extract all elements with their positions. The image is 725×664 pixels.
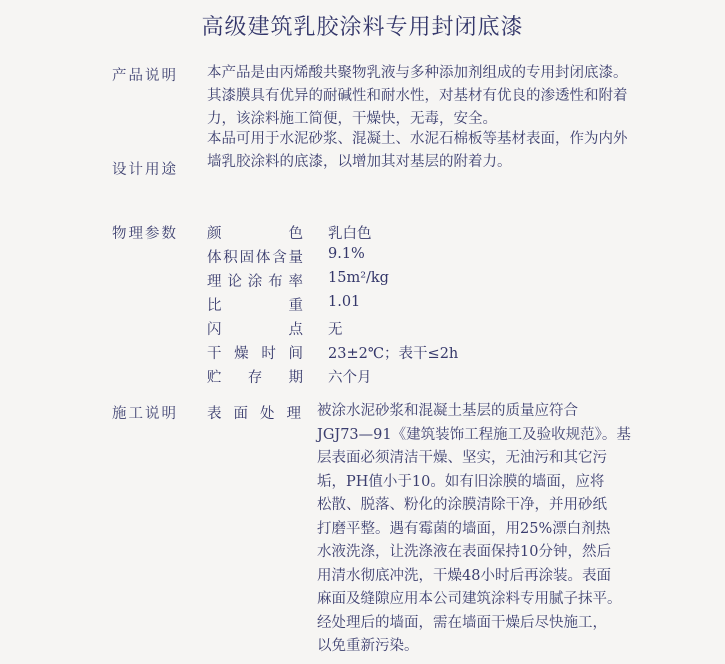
param-name-char: 积 <box>223 250 238 266</box>
param-name-specific-gravity <box>207 294 303 315</box>
application-line: 被涂水泥砂浆和混凝土基层的质量应符合 <box>317 403 578 419</box>
param-name-char: 存 <box>247 370 263 386</box>
application-label: 施工说明 <box>112 406 178 422</box>
param-name-char: 比 <box>207 298 222 314</box>
application-line: 麻面及缝隙应用本公司建筑涂料专用腻子抹平。 <box>317 591 622 607</box>
param-name-char: 布 <box>268 274 283 290</box>
design-use-label: 设计用途 <box>112 162 178 178</box>
design-use-line: 本品可用于水泥砂浆、混凝土、水泥石棉板等基材表面，作为内外 <box>207 131 628 147</box>
application-line: 经处理后的墙面，需在墙面干燥后尽快施工， <box>317 614 607 631</box>
param-name-color <box>207 222 303 243</box>
param-name-flash-point <box>207 318 303 339</box>
param-name-char: 量 <box>288 250 303 266</box>
param-name-char: 色 <box>288 226 303 242</box>
application-text <box>317 400 631 659</box>
param-value-color: 乳白色 <box>328 226 372 242</box>
param-name-char: 燥 <box>234 346 249 362</box>
param-value-flash-point: 无 <box>328 322 343 338</box>
application-line: 打磨平整。遇有霉菌的墙面，用25%漂白剂热 <box>317 520 611 537</box>
application-line: 松散、脱落、粉化的涂膜清除干净，并用砂纸 <box>317 497 607 513</box>
param-name-char: 期 <box>288 370 303 386</box>
surface-treatment-char: 处 <box>260 406 275 422</box>
document-title: 高级建筑乳胶涂料专用封闭底漆 <box>201 15 524 40</box>
physical-params-label: 物理参数 <box>112 226 178 242</box>
application-line: 垢，PH值小于10。如有旧涂膜的墙面，应将 <box>317 473 605 490</box>
param-name-char: 论 <box>227 274 242 290</box>
surface-treatment-char: 表 <box>207 406 222 422</box>
surface-treatment-label <box>207 402 301 423</box>
application-line: 用清水彻底冲洗，干燥48小时后再涂装。表面 <box>317 567 611 584</box>
product-description-text <box>207 62 627 131</box>
surface-treatment-char: 面 <box>233 406 248 422</box>
param-name-char: 闪 <box>207 322 222 338</box>
param-value-solid-content: 9.1% <box>328 246 365 262</box>
param-name-char: 点 <box>288 322 303 338</box>
application-line: 以免重新污染。 <box>317 638 419 654</box>
param-name-char: 间 <box>288 346 303 362</box>
param-value-coverage: 15m²/kg <box>328 270 389 286</box>
design-use-text <box>207 128 627 174</box>
param-name-char: 涂 <box>247 274 263 290</box>
param-name-char: 理 <box>207 274 222 290</box>
param-name-solid-content <box>207 246 303 267</box>
param-name-drying-time <box>207 342 303 363</box>
param-name-char: 重 <box>288 298 303 314</box>
param-name-char: 干 <box>207 346 222 362</box>
param-name-char: 含 <box>272 250 287 266</box>
param-name-char: 固 <box>239 250 255 266</box>
param-name-coverage <box>207 270 303 291</box>
param-name-char: 体 <box>207 250 222 266</box>
product-description-line: 本产品是由丙烯酸共聚物乳液与多种添加剂组成的专用封闭底漆。 <box>207 65 628 81</box>
surface-treatment-char: 理 <box>286 406 301 422</box>
param-value-drying-time: 23±2℃；表干≤2h <box>328 346 459 362</box>
product-description-label: 产品说明 <box>112 68 178 84</box>
param-name-char: 时 <box>261 346 276 362</box>
param-name-shelf-life <box>207 366 303 387</box>
param-name-char: 颜 <box>207 226 222 242</box>
param-name-char: 体 <box>255 250 271 266</box>
param-name-char: 贮 <box>207 370 222 386</box>
param-value-shelf-life: 六个月 <box>328 370 372 386</box>
param-name-char: 率 <box>288 274 303 290</box>
product-description-line: 其漆膜具有优异的耐碱性和耐水性，对基材有优良的渗透性和附着 <box>207 88 628 104</box>
design-use-line: 墙乳胶涂料的底漆，以增加其对基层的附着力。 <box>207 154 512 170</box>
param-value-specific-gravity: 1.01 <box>328 294 361 310</box>
application-line: JGJ73—91《建筑装饰工程施工及验收规范》。基 <box>317 426 631 443</box>
application-line: 水液洗涤，让洗涤液在表面保持10分钟，然后 <box>317 544 611 560</box>
application-line: 层表面必须清洁干燥、坚实，无油污和其它污 <box>317 450 607 466</box>
product-description-line: 力，该涂料施工简便，干燥快，无毒，安全。 <box>207 111 497 127</box>
